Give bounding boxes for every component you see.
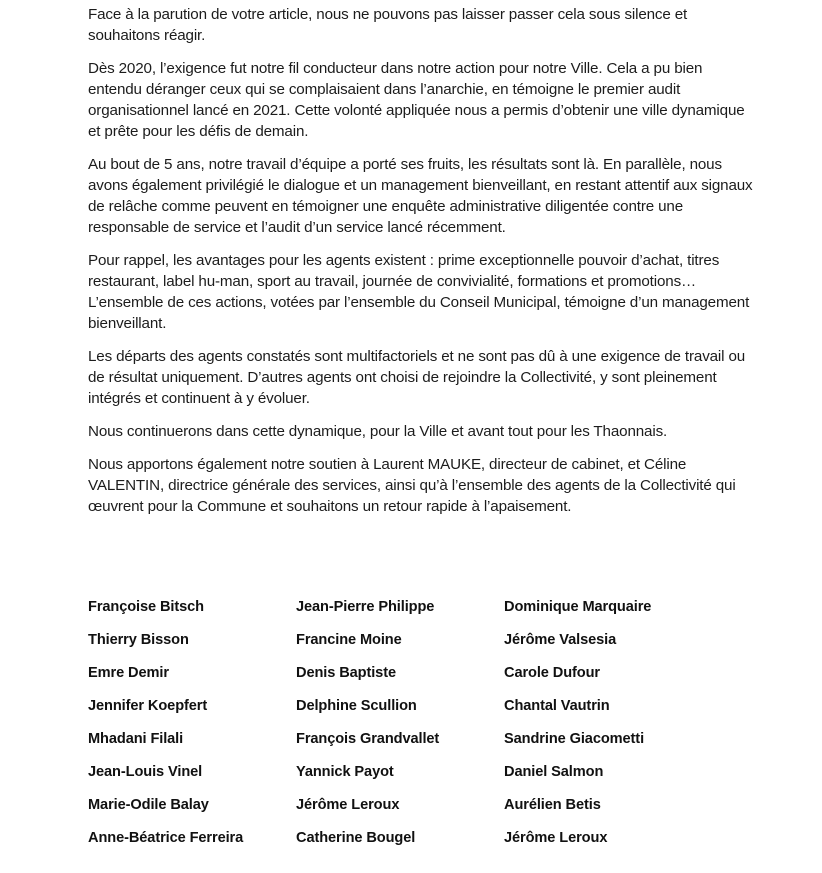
article-body: [88, 4, 760, 529]
signatory-name: Carole Dufour: [504, 665, 600, 681]
signatory-name: Thierry Bisson: [88, 632, 189, 648]
signatory-name: Denis Baptiste: [296, 665, 396, 681]
signatory-name: Aurélien Betis: [504, 797, 601, 813]
signatory-name: Francine Moine: [296, 632, 402, 648]
signatory-name: Jean-Louis Vinel: [88, 764, 203, 780]
signatory-name: Françoise Bitsch: [88, 599, 204, 615]
signatory-name: Chantal Vautrin: [504, 698, 610, 714]
paragraph-exigence: Dès 2020, l’exigence fut notre fil conducteur dans notre action pour notre Ville. Cela a pu bien entendu déranger ceux qui se complaisaient dans l’anarchie, en témoigne le premier audit organisationnel lancé en 2021. Cette volonté appliquée nous a permis d’obtenir une ville dynamique et prête pour les défis de demain.: [88, 60, 745, 140]
signatory-name: Jérôme Valsesia: [504, 632, 617, 648]
signatory-name: Jérôme Leroux: [296, 797, 400, 813]
signatory-name: François Grandvallet: [296, 731, 440, 747]
paragraph-advantages: Pour rappel, les avantages pour les agents existent : prime exceptionnelle pouvoir d’achat, titres restaurant, label hu-man, sport au travail, journée de convivialité, formations et promotions… L’ensemble de ces actions, votées par l’ensemble du Conseil Municipal, témoigne d’un management bienveillant.: [88, 252, 750, 332]
signatory-name: Marie-Odile Balay: [88, 797, 209, 813]
paragraph-intro: Face à la parution de votre article, nous ne pouvons pas laisser passer cela sous silence et souhaitons réagir.: [88, 6, 688, 44]
signatories-grid: [88, 597, 788, 861]
signatory-name: Jérôme Leroux: [504, 830, 608, 846]
signatory-name: Delphine Scullion: [296, 698, 417, 714]
signatory-name: Daniel Salmon: [504, 764, 604, 780]
signatory-name: Anne-Béatrice Ferreira: [88, 830, 244, 846]
signatory-name: Sandrine Giacometti: [504, 731, 645, 747]
paragraph-dynamic: Nous continuerons dans cette dynamique, pour la Ville et avant tout pour les Thaonnais.: [88, 423, 668, 440]
paragraph-results: Au bout de 5 ans, notre travail d’équipe a porté ses fruits, les résultats sont là. En parallèle, nous avons également privilégié le dialogue et un management bienveillant, en restant attentif aux signaux de relâche comme peuvent en témoigner une enquête administrative diligentée contre une responsable de service et l’audit d’un service lancé récemment.: [88, 156, 753, 236]
signatory-name: Catherine Bougel: [296, 830, 416, 846]
signatory-name: Mhadani Filali: [88, 731, 184, 747]
signatory-name: Jean-Pierre Philippe: [296, 599, 435, 615]
paragraph-departures: Les départs des agents constatés sont multifactoriels et ne sont pas dû à une exigence de travail ou de résultat uniquement. D’autres agents ont choisi de rejoindre la Collectivité, y sont pleinement intégrés et continuent à y évoluer.: [88, 348, 746, 407]
signatory-name: Jennifer Koepfert: [88, 698, 208, 714]
paragraph-support: Nous apportons également notre soutien à Laurent MAUKE, directeur de cabinet, et Céline VALENTIN, directrice générale des services, ainsi qu’à l’ensemble des agents de la Collectivité qui œuvrent pour la Commune et souhaitons un retour rapide à l’apaisement.: [88, 456, 736, 515]
signatory-name: Dominique Marquaire: [504, 599, 652, 615]
signatory-name: Emre Demir: [88, 665, 169, 681]
signatory-name: Yannick Payot: [296, 764, 394, 780]
